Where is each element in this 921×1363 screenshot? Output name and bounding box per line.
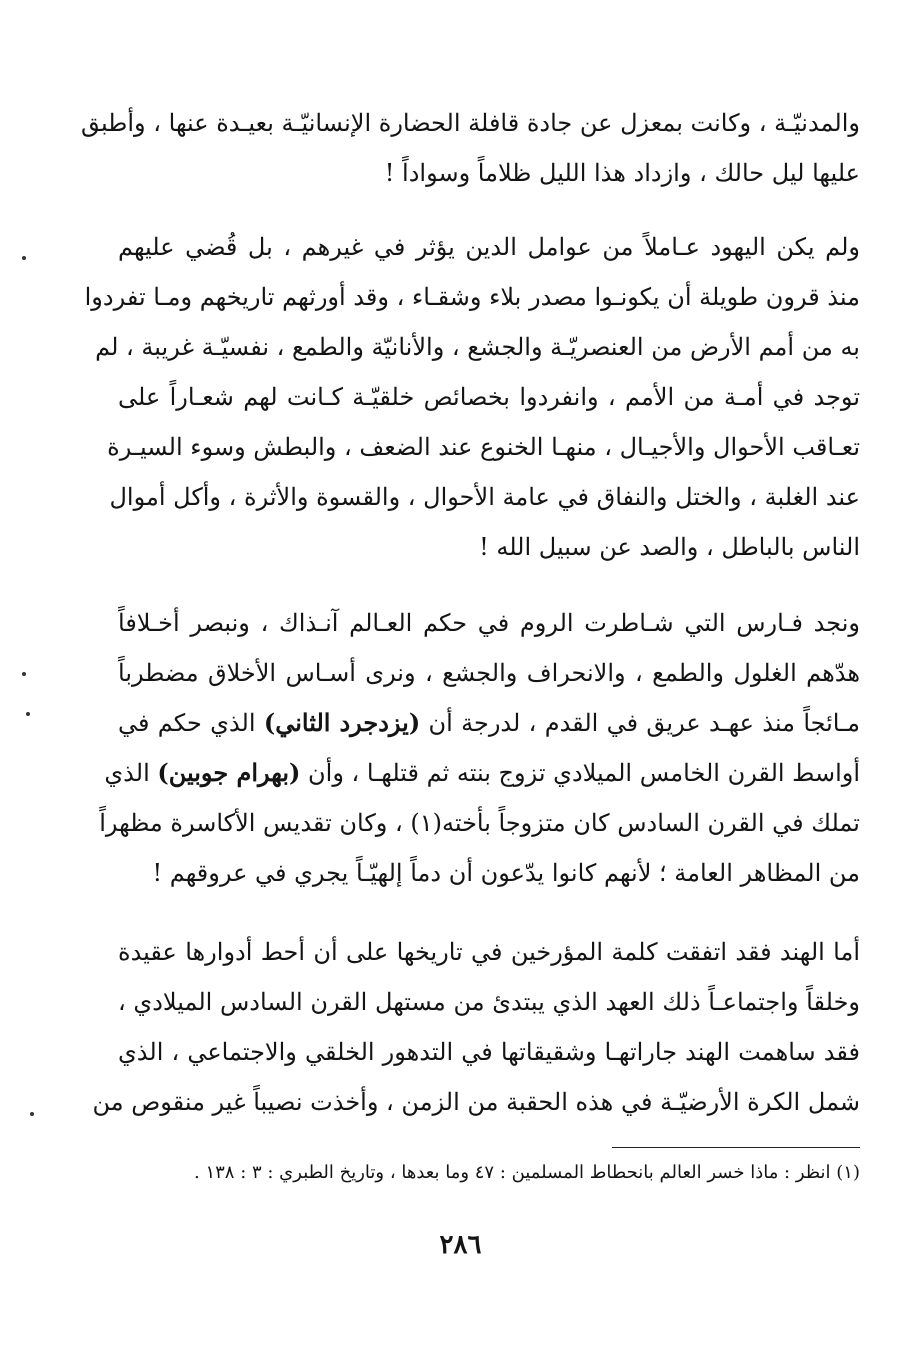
text-line: منذ قرون طويلة أن يكونـوا مصدر بلاء وشقـاء ، وقد أورثهم تاريخهم ومـا تفردوا xyxy=(84,283,860,311)
footnote: (١) انظر : ماذا خسر العالم بانحطاط المسلمين : ٤٧ وما بعدها ، وتاريخ الطبري : ٣ : ١٣٨ . xyxy=(194,1162,860,1183)
text-line: وخلقاً واجتماعـاً ذلك العهد الذي يبتدئ من مستهل القرن السادس الميلادي ، xyxy=(118,988,860,1016)
text-line: فقد ساهمت الهند جاراتهـا وشقيقاتها في التدهور الخلقي والاجتماعي ، الذي xyxy=(118,1038,860,1066)
paragraph-4 xyxy=(92,927,860,1127)
text-line xyxy=(99,798,860,848)
text-line: ولم يكن اليهود عـاملاً من عوامل الدين يؤثر في غيرهم ، بل قُضي عليهم xyxy=(118,233,861,261)
text-line: عليها ليل حالك ، وازداد هذا الليل ظلاماً وسواداً ! xyxy=(384,159,860,187)
paragraph-3 xyxy=(99,598,861,898)
bold-name-bahram: (بهرام جوبين) xyxy=(157,758,301,787)
text-line xyxy=(118,648,860,698)
text-line: أما الهند فقد اتفقت كلمة المؤرخين في تاريخها على أن أحط أدوارها عقيدة xyxy=(118,938,860,966)
page-number: ٢٨٦ xyxy=(439,1230,482,1260)
text-run: من المظاهر العامة ؛ لأنهم كانوا يدّعون أن دماً إلهيّـاً يجري في عروقهم ! xyxy=(152,859,860,887)
text-run: الذي حكم في xyxy=(118,709,264,737)
text-line xyxy=(104,748,860,798)
scan-speck xyxy=(22,672,26,676)
scan-speck xyxy=(26,712,30,716)
text-run: مـائجاً منذ عهـد عريق في القدم ، لدرجة أن xyxy=(420,709,861,737)
text-line: توجد في أمـة من الأمم ، وانفردوا بخصائص خلقيّـة كـانت لهم شعـاراً على xyxy=(118,383,860,411)
footnote-divider xyxy=(612,1147,860,1148)
scan-speck xyxy=(30,1112,34,1116)
text-line: والمدنيّـة ، وكانت بمعزل عن جادة قافلة الحضارة الإنسانيّـة بعيـدة عنها ، وأطبق xyxy=(81,109,860,137)
text-run: الذي xyxy=(104,759,158,787)
text-line: تعـاقب الأحوال والأجيـال ، منهـا الخنوع عند الضعف ، والبطش وسوء السيـرة xyxy=(107,433,860,461)
text-run: ونجد فـارس التي شـاطرت الروم في حكم العـالم آنـذاك ، ونبصر أخـلافاً xyxy=(118,609,861,637)
text-line xyxy=(118,598,860,648)
bold-name-yazdegerd: (يزدجرد الثاني) xyxy=(263,708,421,737)
text-line: به من أمم الأرض من العنصريّـة والجشع ، والأنانيّة والطمع ، نفسيّـة غريبة ، لم xyxy=(95,333,860,361)
text-line: الناس بالباطل ، والصد عن سبيل الله ! xyxy=(479,533,860,561)
text-line xyxy=(118,848,860,898)
text-run: تملك في القرن السادس كان متزوجاً بأخته(١) ، وكان تقديس الأكاسرة مظهراً xyxy=(99,809,860,837)
text-line: شمل الكرة الأرضيّـة في هذه الحقبة من الزمن ، وأخذت نصيباً غير منقوص من xyxy=(92,1088,860,1116)
text-line xyxy=(118,698,860,748)
text-run: هدّهم الغلول والطمع ، والانحراف والجشع ، ونرى أسـاس الأخلاق مضطرباً xyxy=(118,659,860,687)
scan-speck xyxy=(22,256,26,260)
text-run: أواسط القرن الخامس الميلادي تزوج بنته ثم قتلهـا ، وأن xyxy=(300,759,860,787)
paragraph-1 xyxy=(81,98,860,198)
paragraph-2 xyxy=(84,222,861,572)
text-line: عند الغلبة ، والختل والنفاق في عامة الأحوال ، والقسوة والأثرة ، وأكل أموال xyxy=(109,483,860,511)
